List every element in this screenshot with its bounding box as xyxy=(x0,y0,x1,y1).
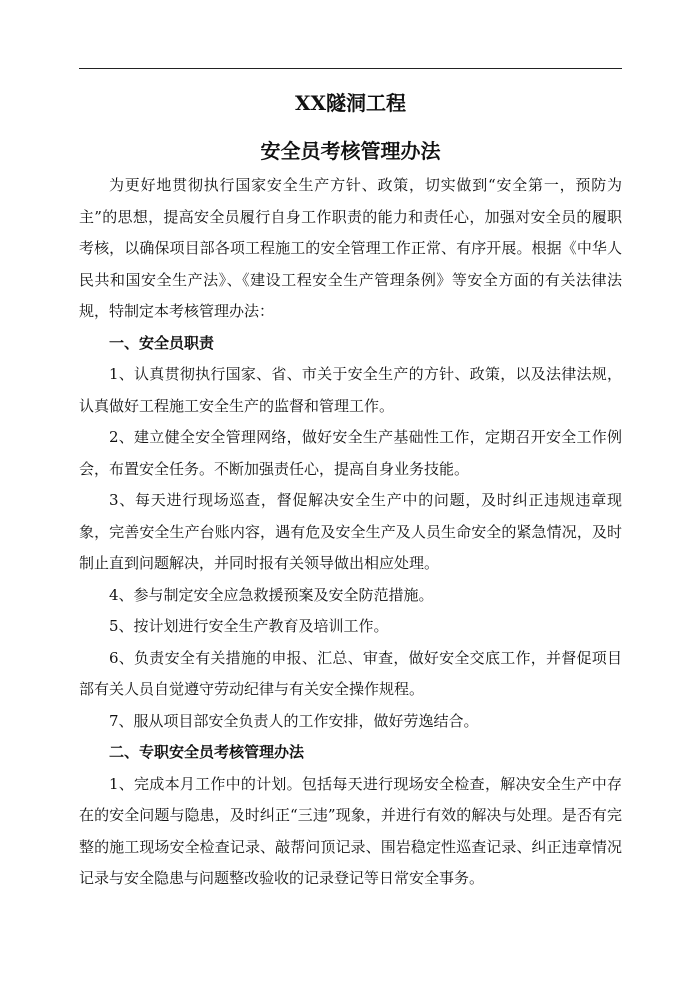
section-heading-assessment: 二、专职安全员考核管理办法 xyxy=(109,743,305,761)
document-subtitle: 安全员考核管理办法 xyxy=(260,139,441,163)
header-rule xyxy=(79,68,622,69)
document-title: XX隧洞工程 xyxy=(294,91,407,115)
intro-paragraph: 为更好地贯彻执行国家安全生产方针、政策，切实做到“安全第一，预防为主”的思想，提高安全员履行自身工作职责的能力和责任心，加强对安全员的履职考核，以确保项目部各项工程施工的安全管理工作正常、有序开展。根据《中华人民共和国安全生产法》、《建设工程安全生产管理条例》等安全方面的有关法律法规，特制定本考核管理办法： xyxy=(79,176,622,320)
duty-item: 2、建立健全安全管理网络，做好安全生产基础性工作，定期召开安全工作例会，布置安全任务。不断加强责任心，提高自身业务技能。 xyxy=(79,428,622,478)
duty-item: 3、每天进行现场巡查，督促解决安全生产中的问题，及时纠正违规违章现象，完善安全生产台账内容，遇有危及安全生产及人员生命安全的紧急情况，及时制止直到问题解决，并同时报有关领导做出相应处理。 xyxy=(79,491,622,572)
section-heading-duties: 一、安全员职责 xyxy=(109,333,215,352)
duty-item: 4、参与制定安全应急救援预案及安全防范措施。 xyxy=(109,585,434,604)
duty-item: 7、服从项目部安全负责人的工作安排，做好劳逸结合。 xyxy=(109,711,479,730)
assessment-item: 1、完成本月工作中的计划。包括每天进行现场安全检查，解决安全生产中存在的安全问题与隐患，及时纠正“三违”现象，并进行有效的解决与处理。是否有完整的施工现场安全检查记录、敲帮问顶记录、围岩稳定性巡查记录、纠正违章情况记录与安全隐患与问题整改验收的记录登记等日常安全事务。 xyxy=(79,774,622,887)
document-page xyxy=(79,86,622,895)
duty-item: 5、按计划进行安全生产教育及培训工作。 xyxy=(109,617,389,635)
duty-item: 6、负责安全有关措施的申报、汇总、审查，做好安全交底工作，并督促项目部有关人员自觉遵守劳动纪律与有关安全操作规程。 xyxy=(79,648,622,698)
duty-item: 1、认真贯彻执行国家、省、市关于安全生产的方针、政策，以及法律法规，认真做好工程施工安全生产的监督和管理工作。 xyxy=(79,365,622,415)
